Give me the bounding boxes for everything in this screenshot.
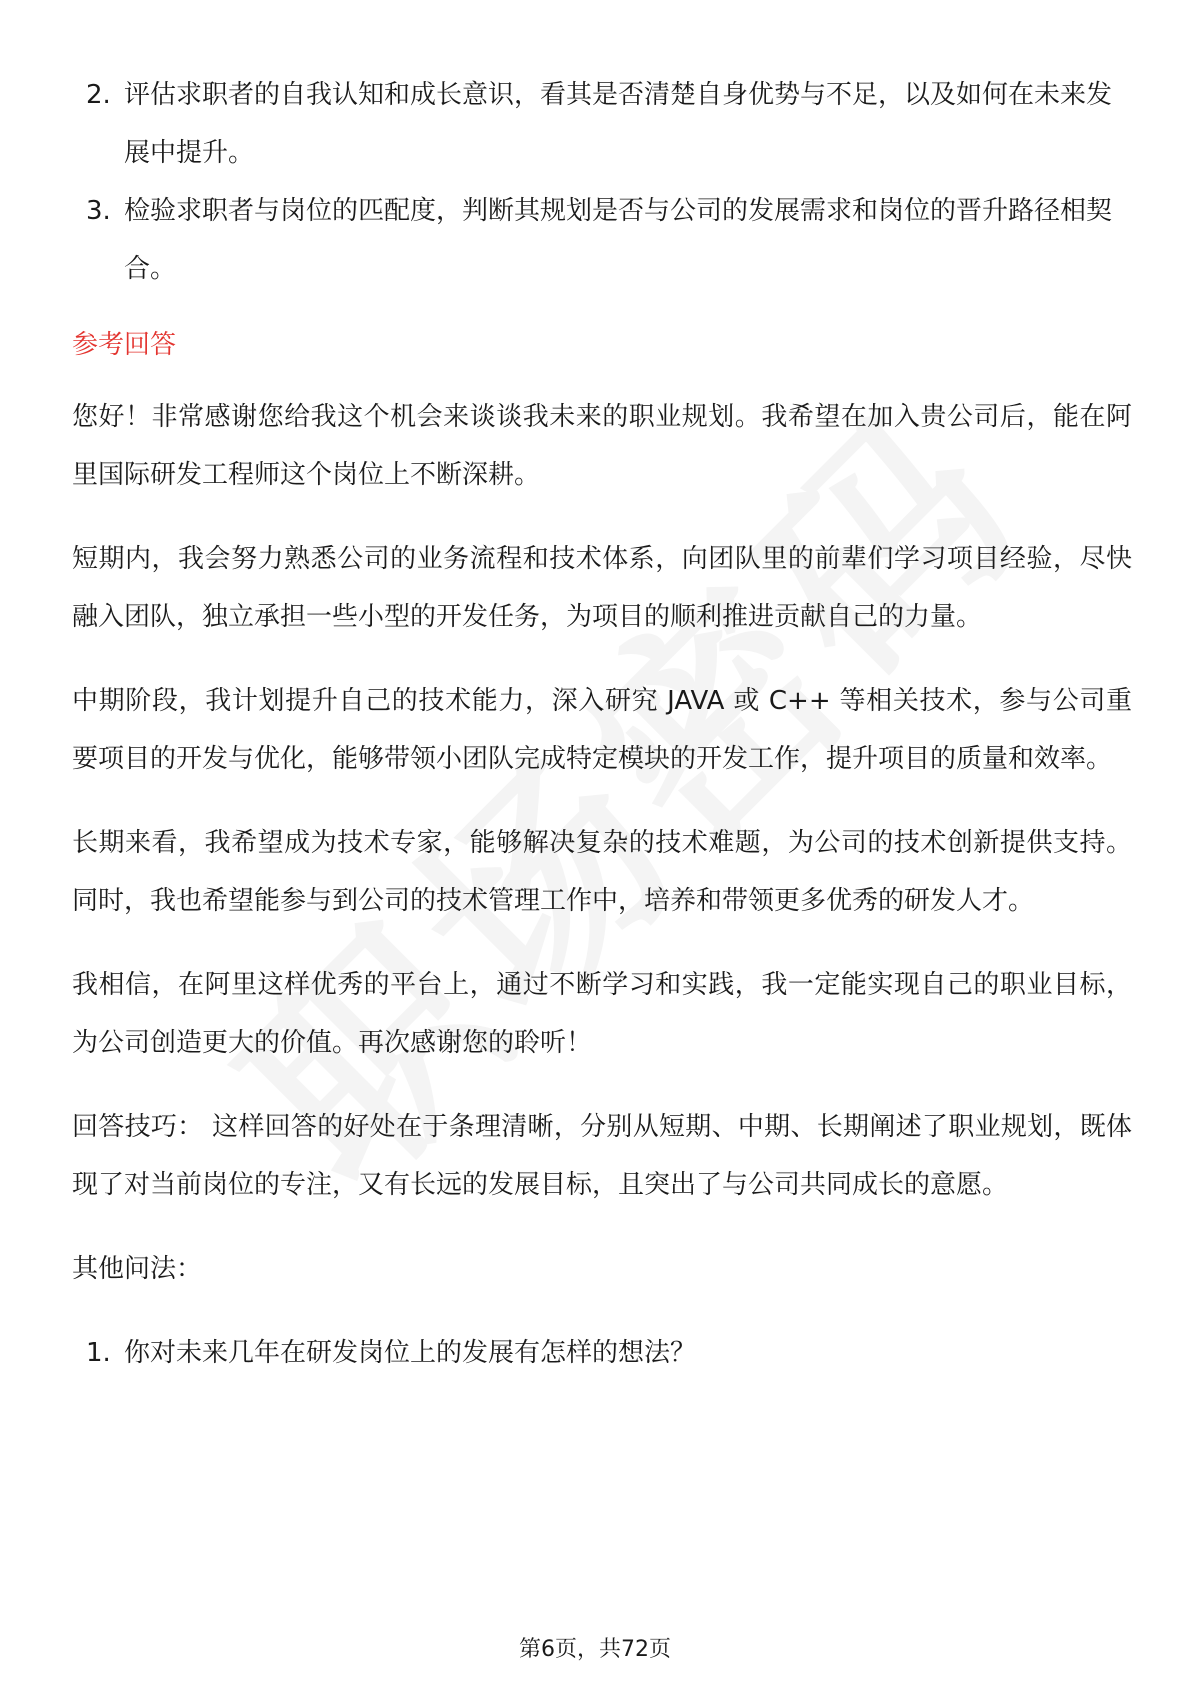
list-item-text: 你对未来几年在研发岗位上的发展有怎样的想法？	[124, 1338, 697, 1368]
list-number: 2.	[86, 80, 111, 110]
list-item-text: 检验求职者与岗位的匹配度，判断其规划是否与公司的发展需求和岗位的晋升路径相契合。	[124, 196, 1113, 284]
paragraph: 我相信，在阿里这样优秀的平台上，通过不断学习和实践，我一定能实现自己的职业目标，为公司创造更大的价值。再次感谢您的聆听！	[72, 970, 1132, 1058]
list-item	[72, 66, 1132, 182]
paragraph: 长期来看，我希望成为技术专家，能够解决复杂的技术难题，为公司的技术创新提供支持。同时，我也希望能参与到公司的技术管理工作中，培养和带领更多优秀的研发人才。	[72, 828, 1132, 916]
paragraph: 短期内，我会努力熟悉公司的业务流程和技术体系，向团队里的前辈们学习项目经验，尽快融入团队，独立承担一些小型的开发任务，为项目的顺利推进贡献自己的力量。	[72, 544, 1132, 632]
list-item-text: 评估求职者的自我认知和成长意识，看其是否清楚自身优势与不足，以及如何在未来发展中提升。	[124, 80, 1113, 168]
section-heading: 参考回答	[72, 330, 177, 360]
page-footer: 第6页，共72页	[519, 1637, 671, 1662]
page-content	[72, 66, 1132, 1382]
paragraph: 您好！非常感谢您给我这个机会来谈谈我未来的职业规划。我希望在加入贵公司后，能在阿里国际研发工程师这个岗位上不断深耕。	[72, 402, 1132, 490]
answer-tips-paragraph: 回答技巧： 这样回答的好处在于条理清晰，分别从短期、中期、长期阐述了职业规划，既体现了对当前岗位的专注，又有长远的发展目标，且突出了与公司共同成长的意愿。	[72, 1112, 1132, 1200]
list-item	[72, 182, 1132, 298]
other-questions-label: 其他问法：	[72, 1254, 203, 1284]
list-item	[72, 1324, 1132, 1382]
list-number: 3.	[86, 196, 111, 226]
paragraph: 中期阶段，我计划提升自己的技术能力，深入研究 JAVA 或 C++ 等相关技术，参与公司重要项目的开发与优化，能够带领小团队完成特定模块的开发工作，提升项目的质量和效率。	[72, 686, 1132, 774]
list-number: 1.	[86, 1338, 111, 1368]
